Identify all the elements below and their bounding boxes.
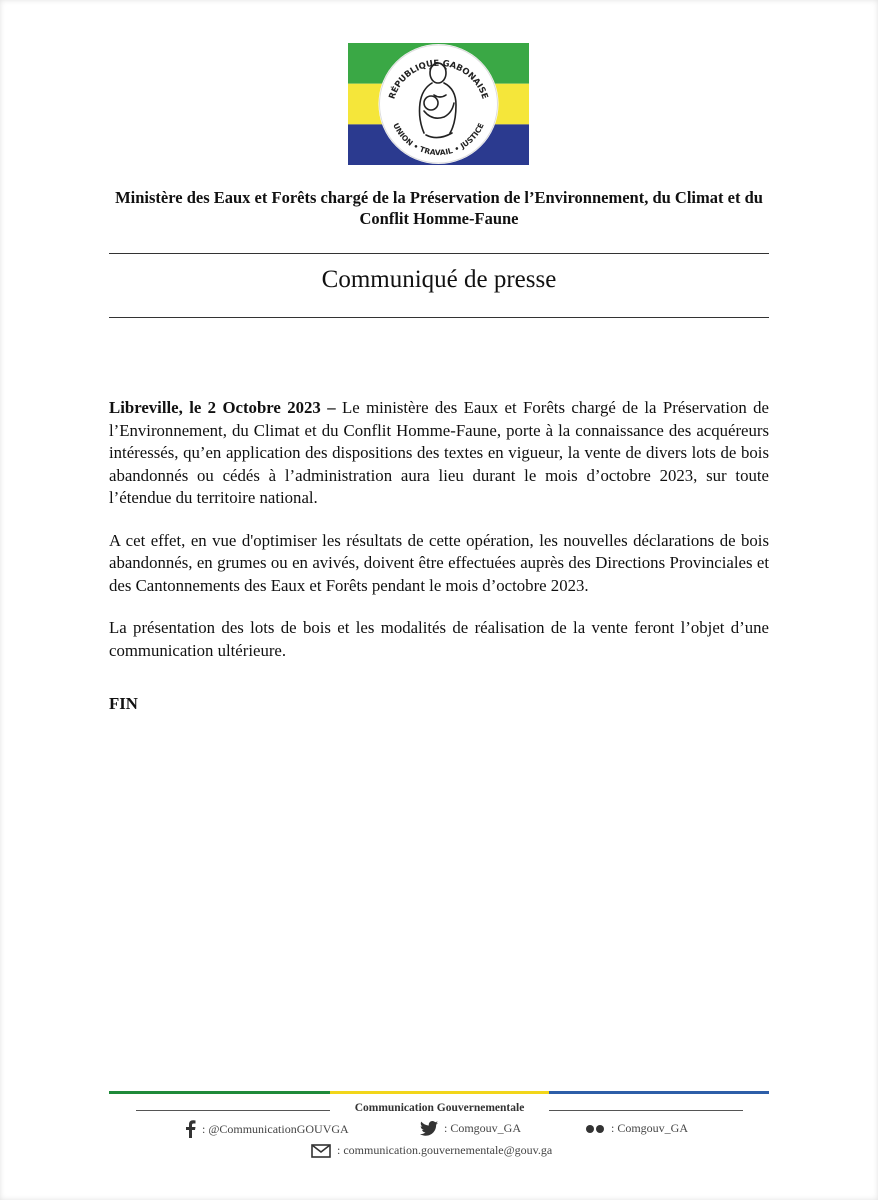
footer-email[interactable] [311, 1143, 552, 1158]
gabon-flag-emblem [348, 43, 529, 165]
footer-bar-yellow [330, 1091, 549, 1094]
email-address: : communication.gouvernementale@gouv.ga [337, 1143, 553, 1157]
twitter-handle: : Comgouv_GA [444, 1121, 522, 1135]
footer-label: Communication Gouvernementale [354, 1102, 525, 1114]
footer-rule-right [549, 1110, 743, 1111]
footer-flickr[interactable] [585, 1121, 688, 1136]
svg-text:UNION • TRAVAIL • JUSTICE [391, 122, 485, 158]
closing-fin: FIN [109, 694, 138, 713]
emblem-arc-top: RÉPUBLIQUE GABONAISE [387, 58, 490, 101]
footer-bar-blue [549, 1091, 769, 1094]
title-rule-top [109, 253, 769, 254]
communique-body [109, 397, 769, 678]
twitter-icon [420, 1121, 438, 1136]
flickr-icon [585, 1124, 605, 1134]
paragraph-1-text: Le ministère des Eaux et Forêts chargé de la Préservation de l’Environnement, du Climat et du Conflit Homme-Faune, porte à la connaissance des acquéreurs intéressés, qu’en application des dispositions des textes en vigueur, la vente de divers lots de bois abandonnés ou cédés à l’administration aura lieu durant le mois d’octobre 2023, sur toute l’étendue du territoire national. [109, 398, 770, 507]
facebook-icon [184, 1120, 196, 1138]
title-rule-bottom [109, 317, 769, 318]
emblem-arc-bottom: UNION • TRAVAIL • JUSTICE [391, 121, 486, 158]
footer-twitter[interactable] [420, 1121, 521, 1136]
facebook-handle: : @CommunicationGOUVGA [202, 1121, 349, 1136]
ministry-name: Ministère des Eaux et Forêts chargé de la Préservation de l’Environnement, du Climat et du Conflit Homme-Faune [115, 188, 763, 228]
envelope-icon [311, 1144, 331, 1158]
document-title: Communiqué de presse [321, 266, 557, 293]
flickr-handle: : Comgouv_GA [611, 1121, 689, 1135]
paragraph-3: La présentation des lots de bois et les modalités de réalisation de la vente feront l’objet d’une communication ultérieure. [109, 618, 769, 660]
footer-facebook[interactable] [184, 1120, 349, 1138]
paragraph-1 [109, 397, 769, 510]
paragraph-2: A cet effet, en vue d'optimiser les résultats de cette opération, les nouvelles déclarations de bois abandonnés, en grumes ou en avivés, doivent être effectuées auprès des Directions Provinciales et des Cantonnements des Eaux et Forêts pendant le mois d’octobre 2023. [109, 530, 769, 595]
footer-rule-left [136, 1110, 330, 1111]
svg-text:RÉPUBLIQUE GABONAISE [387, 59, 489, 101]
dateline: Libreville, le 2 Octobre 2023 – [109, 398, 336, 417]
footer-bar-green [109, 1091, 330, 1094]
